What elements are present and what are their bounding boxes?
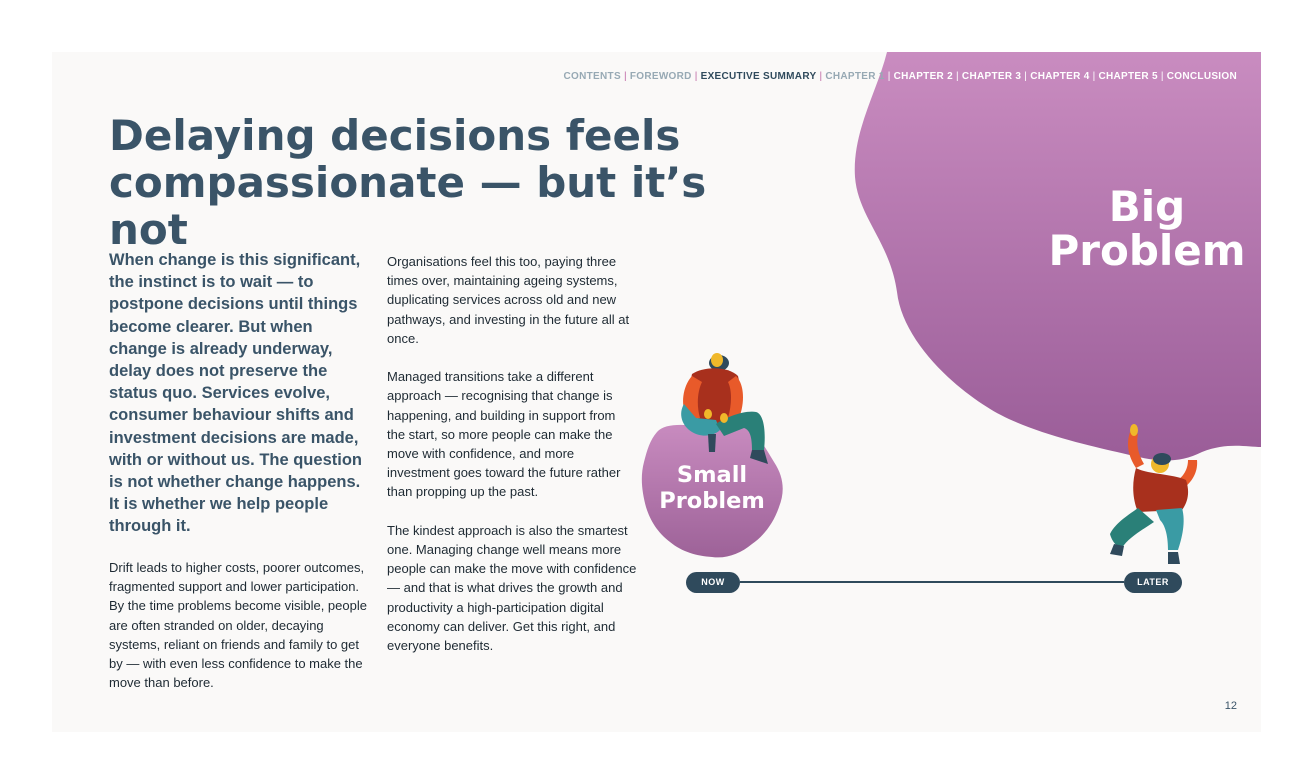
nav-separator: | xyxy=(1092,71,1096,82)
lead-paragraph: When change is this significant, the instinct is to wait — to postpone decisions until things become clearer. But when change is already underway, delay does not preserve the status quo. Services evolve, consumer behaviour shifts and investment decisions are made, with or without us. The question is not whether change happens. It is whether we help people through it. xyxy=(109,251,362,536)
page-title-line-1: Delaying decisions feels xyxy=(109,111,681,160)
page-title xyxy=(109,112,749,253)
nav-chapter-4[interactable]: CHAPTER 4 xyxy=(1030,71,1090,82)
big-problem-label-line-2: Problem xyxy=(1048,226,1246,275)
nav-chapter-5[interactable]: CHAPTER 5 xyxy=(1098,71,1158,82)
body-paragraph-managed-transitions: Managed transitions take a different approach — recognising that change is happening, and building in support from the start, so more people can make the move with confidence, and more investment goes toward the future rather than propping up the past. xyxy=(387,369,621,500)
body-paragraph-drift: Drift leads to higher costs, poorer outcomes, fragmented support and lower participation. By the time problems become visible, people are often stranded on older, decaying systems, reliant on friends and family to get by — with even less confidence to make the move than before. xyxy=(109,560,367,691)
nav-separator: | xyxy=(819,71,823,82)
chapter-navigation xyxy=(564,71,1237,82)
page-number: 12 xyxy=(1224,700,1237,712)
nav-executive-summary[interactable]: EXECUTIVE SUMMARY xyxy=(700,71,817,82)
nav-conclusion[interactable]: CONCLUSION xyxy=(1166,71,1237,82)
body-paragraph-organisations: Organisations feel this too, paying three times over, maintaining ageing systems, duplicating services across old and new pathways, and investing in the future all at once. xyxy=(387,254,630,346)
small-problem-label-line-2: Problem xyxy=(659,488,765,514)
report-page xyxy=(52,52,1261,732)
nav-chapter-3[interactable]: CHAPTER 3 xyxy=(961,71,1022,82)
nav-separator: | xyxy=(1160,71,1164,82)
small-problem-label-line-1: Small xyxy=(676,462,748,488)
big-problem-label-line-1: Big xyxy=(1108,182,1186,231)
timeline-now-badge: NOW xyxy=(686,572,740,593)
small-problem-label xyxy=(642,462,782,514)
nav-chapter-1[interactable]: CHAPTER 1 xyxy=(825,71,885,82)
body-column-right xyxy=(387,252,637,674)
nav-foreword[interactable]: FOREWORD xyxy=(629,71,692,82)
timeline-later-badge: LATER xyxy=(1124,572,1182,593)
page-title-line-2: compassionate — but it’s not xyxy=(109,158,707,254)
nav-separator: | xyxy=(1024,71,1028,82)
body-paragraph-kindest-approach: The kindest approach is also the smartest one. Managing change well means more people can make the move with confidence — and that is what drives the growth and productivity a high-participation digital economy can deliver. Get this right, and everyone benefits. xyxy=(387,522,637,654)
big-problem-label xyxy=(1042,182,1252,275)
nav-contents[interactable]: CONTENTS xyxy=(563,71,621,82)
nav-chapter-2[interactable]: CHAPTER 2 xyxy=(893,71,954,82)
nav-separator: | xyxy=(623,71,627,82)
nav-separator: | xyxy=(887,71,891,82)
nav-separator: | xyxy=(956,71,959,82)
nav-separator: | xyxy=(694,71,698,82)
